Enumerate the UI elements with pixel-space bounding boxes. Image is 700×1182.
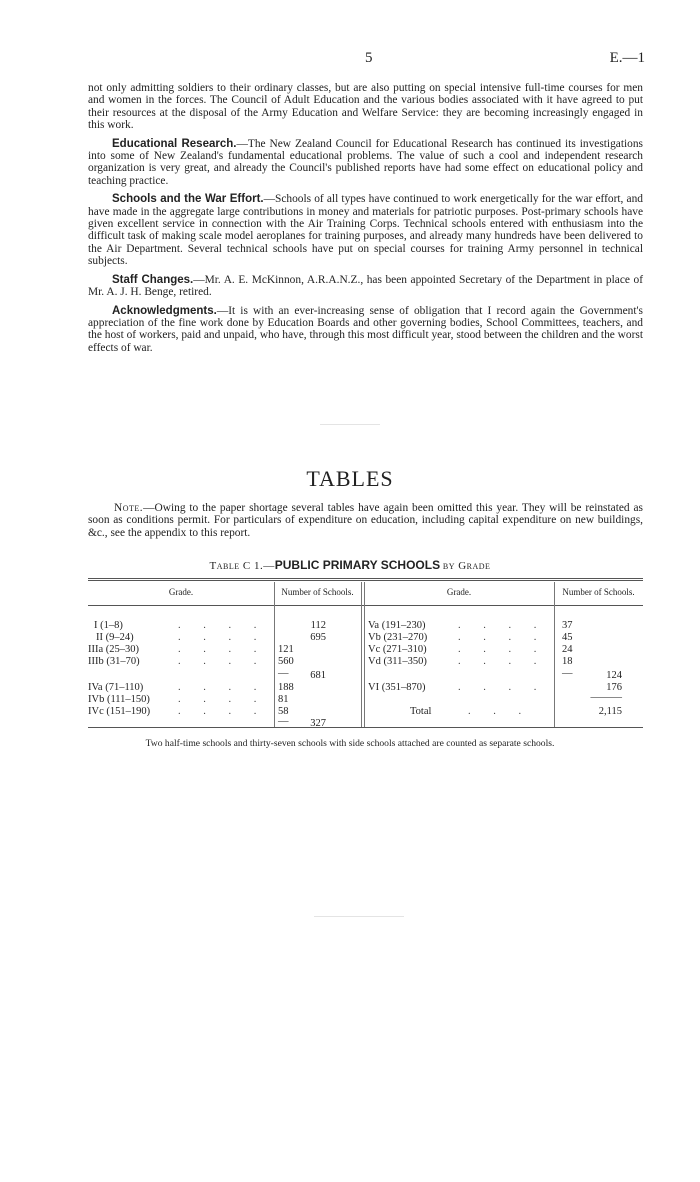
tables-heading: TABLES [306, 466, 394, 491]
school-count: 560 [278, 656, 294, 667]
school-count: 58 [278, 706, 289, 717]
paragraph-acknowledgments: Acknowledgments.—It is with an ever-increasing sense of obligation that I record again the Government's appreciation of the fine work done by Education Boards and other governing bodies, School Committees, teachers, and the host of workers, paid and unpaid, who have, through this most difficult year, stood between the children and the worst effects of war. [88, 304, 643, 354]
leader-dots: . . . . [458, 620, 547, 631]
paragraph-heading: Acknowledgments. [112, 304, 217, 317]
subtotal: 327 [310, 718, 326, 729]
column-divider [554, 582, 555, 727]
paragraph-war-effort: Schools and the War Effort.—Schools of all types have continued to work energetically for the war effort, and have made in the aggregate large contributions in money and materials for patriotic purposes. Post-primary schools have given excellent service in connection with the Air Training Corps. Technical schools entered with enthusiasm into the difficult task of making scale model aeroplanes for training purposes, and already many hundreds have been delivered to the Air Department. Several technical schools have put on special courses for training Army personnel in technical subjects. [88, 193, 644, 268]
table-footnote: Two half-time schools and thirty-seven schools with side schools attached are counted as separate schools. [145, 738, 555, 749]
grade-label: Vc (271–310) [368, 644, 427, 655]
school-count: 112 [310, 620, 326, 631]
body-text [88, 82, 643, 360]
column-divider [361, 582, 362, 727]
grade-label: II (9–24) [96, 632, 134, 643]
school-count: 24 [562, 644, 573, 655]
subtotal: 124 [606, 670, 622, 681]
school-count: 121 [278, 644, 294, 655]
subtotal: 176 [606, 682, 622, 693]
grand-total: 2,115 [598, 706, 622, 717]
table-bottom-rule [88, 727, 643, 728]
leader-dots: . . . [468, 706, 532, 717]
page-number: 5 [365, 50, 373, 66]
table-top-rule-double [88, 580, 643, 581]
subtotal-dash: — [562, 668, 573, 679]
total-rule: ——— [590, 692, 622, 703]
paragraph-heading: Staff Changes. [112, 273, 194, 286]
paragraph-heading: Educational Research. [112, 137, 237, 150]
table-title [0, 558, 700, 572]
school-count: 81 [278, 694, 289, 705]
grade-label: VI (351–870) [368, 682, 426, 693]
leader-dots: . . . . [458, 682, 547, 693]
leader-dots: . . . . [178, 694, 267, 705]
paragraph-heading: Schools and the War Effort. [112, 193, 264, 206]
scan-artifact [320, 424, 380, 425]
column-header-grade: Grade. [446, 587, 472, 597]
total-label: Total [410, 706, 432, 717]
tables-note: Note.—Owing to the paper shortage several tables have again been omitted this year. They will be reinstated as soon as conditions permit. For particulars of expenditure on education, including capital expenditure on new buildings, &c., see the appendix to this report. [88, 502, 643, 539]
table-title-prefix: Table C 1.— [209, 560, 275, 572]
grade-label: IIIb (31–70) [88, 656, 140, 667]
table-title-main: PUBLIC PRIMARY SCHOOLS [274, 558, 441, 572]
subtotal: 681 [310, 670, 326, 681]
grade-label: IVb (111–150) [88, 694, 150, 705]
paragraph-educational-research: Educational Research.—The New Zealand Council for Educational Research has continued its investigations into some of New Zealand's fundamental educational problems. The value of such a cool and independent research organization is very great, and already the Council's published reports have had some effect on educational policy and teaching practice. [88, 137, 643, 187]
note-label: Note. [114, 502, 144, 514]
school-count: 18 [562, 656, 573, 667]
leader-dots: . . . . [178, 620, 267, 631]
subtotal-dash: — [278, 668, 289, 679]
table-header-rule [88, 605, 643, 606]
leader-dots: . . . . [178, 644, 267, 655]
school-count: 695 [310, 632, 326, 643]
leader-dots: . . . . [178, 706, 267, 717]
grade-label: Va (191–230) [368, 620, 426, 631]
page-reference: E.—1 [609, 50, 645, 66]
leader-dots: . . . . [178, 656, 267, 667]
column-divider [274, 582, 275, 727]
grade-label: IIIa (25–30) [88, 644, 140, 655]
grade-label: Vd (311–350) [368, 656, 427, 667]
primary-schools-table [88, 578, 643, 728]
grade-label: Vb (231–270) [368, 632, 428, 643]
subtotal-dash: — [278, 716, 289, 727]
leader-dots: . . . . [178, 632, 267, 643]
leader-dots: . . . . [458, 644, 547, 655]
column-divider [364, 582, 365, 727]
column-header-number: Number of Schools. [562, 587, 635, 597]
page-header [0, 50, 700, 70]
leader-dots: . . . . [458, 632, 547, 643]
table-top-rule [88, 578, 643, 579]
school-count: 188 [278, 682, 294, 693]
scan-artifact [314, 916, 404, 917]
leader-dots: . . . . [458, 656, 547, 667]
grade-label: I (1–8) [94, 620, 123, 631]
school-count: 45 [562, 632, 573, 643]
grade-label: IVa (71–110) [88, 682, 144, 693]
school-count: 37 [562, 620, 573, 631]
column-header-grade: Grade. [168, 587, 194, 597]
leader-dots: . . . . [178, 682, 267, 693]
table-title-suffix: by Grade [442, 560, 491, 572]
paragraph-continued: not only admitting soldiers to their ordinary classes, but are also putting on special intensive full-time courses for men and women in the forces. The Council of Adult Education and the various bodies associated with it have agreed to put their resources at the disposal of the Army Education and Welfare Service: they are becoming increasingly engaged in this work. [88, 82, 643, 132]
column-header-number: Number of Schools. [281, 587, 354, 597]
paragraph-staff-changes: Staff Changes.—Mr. A. E. McKinnon, A.R.A.N.Z., has been appointed Secretary of the Department in place of Mr. A. J. H. Benge, retired. [88, 273, 643, 299]
grade-label: IVc (151–190) [88, 706, 151, 717]
